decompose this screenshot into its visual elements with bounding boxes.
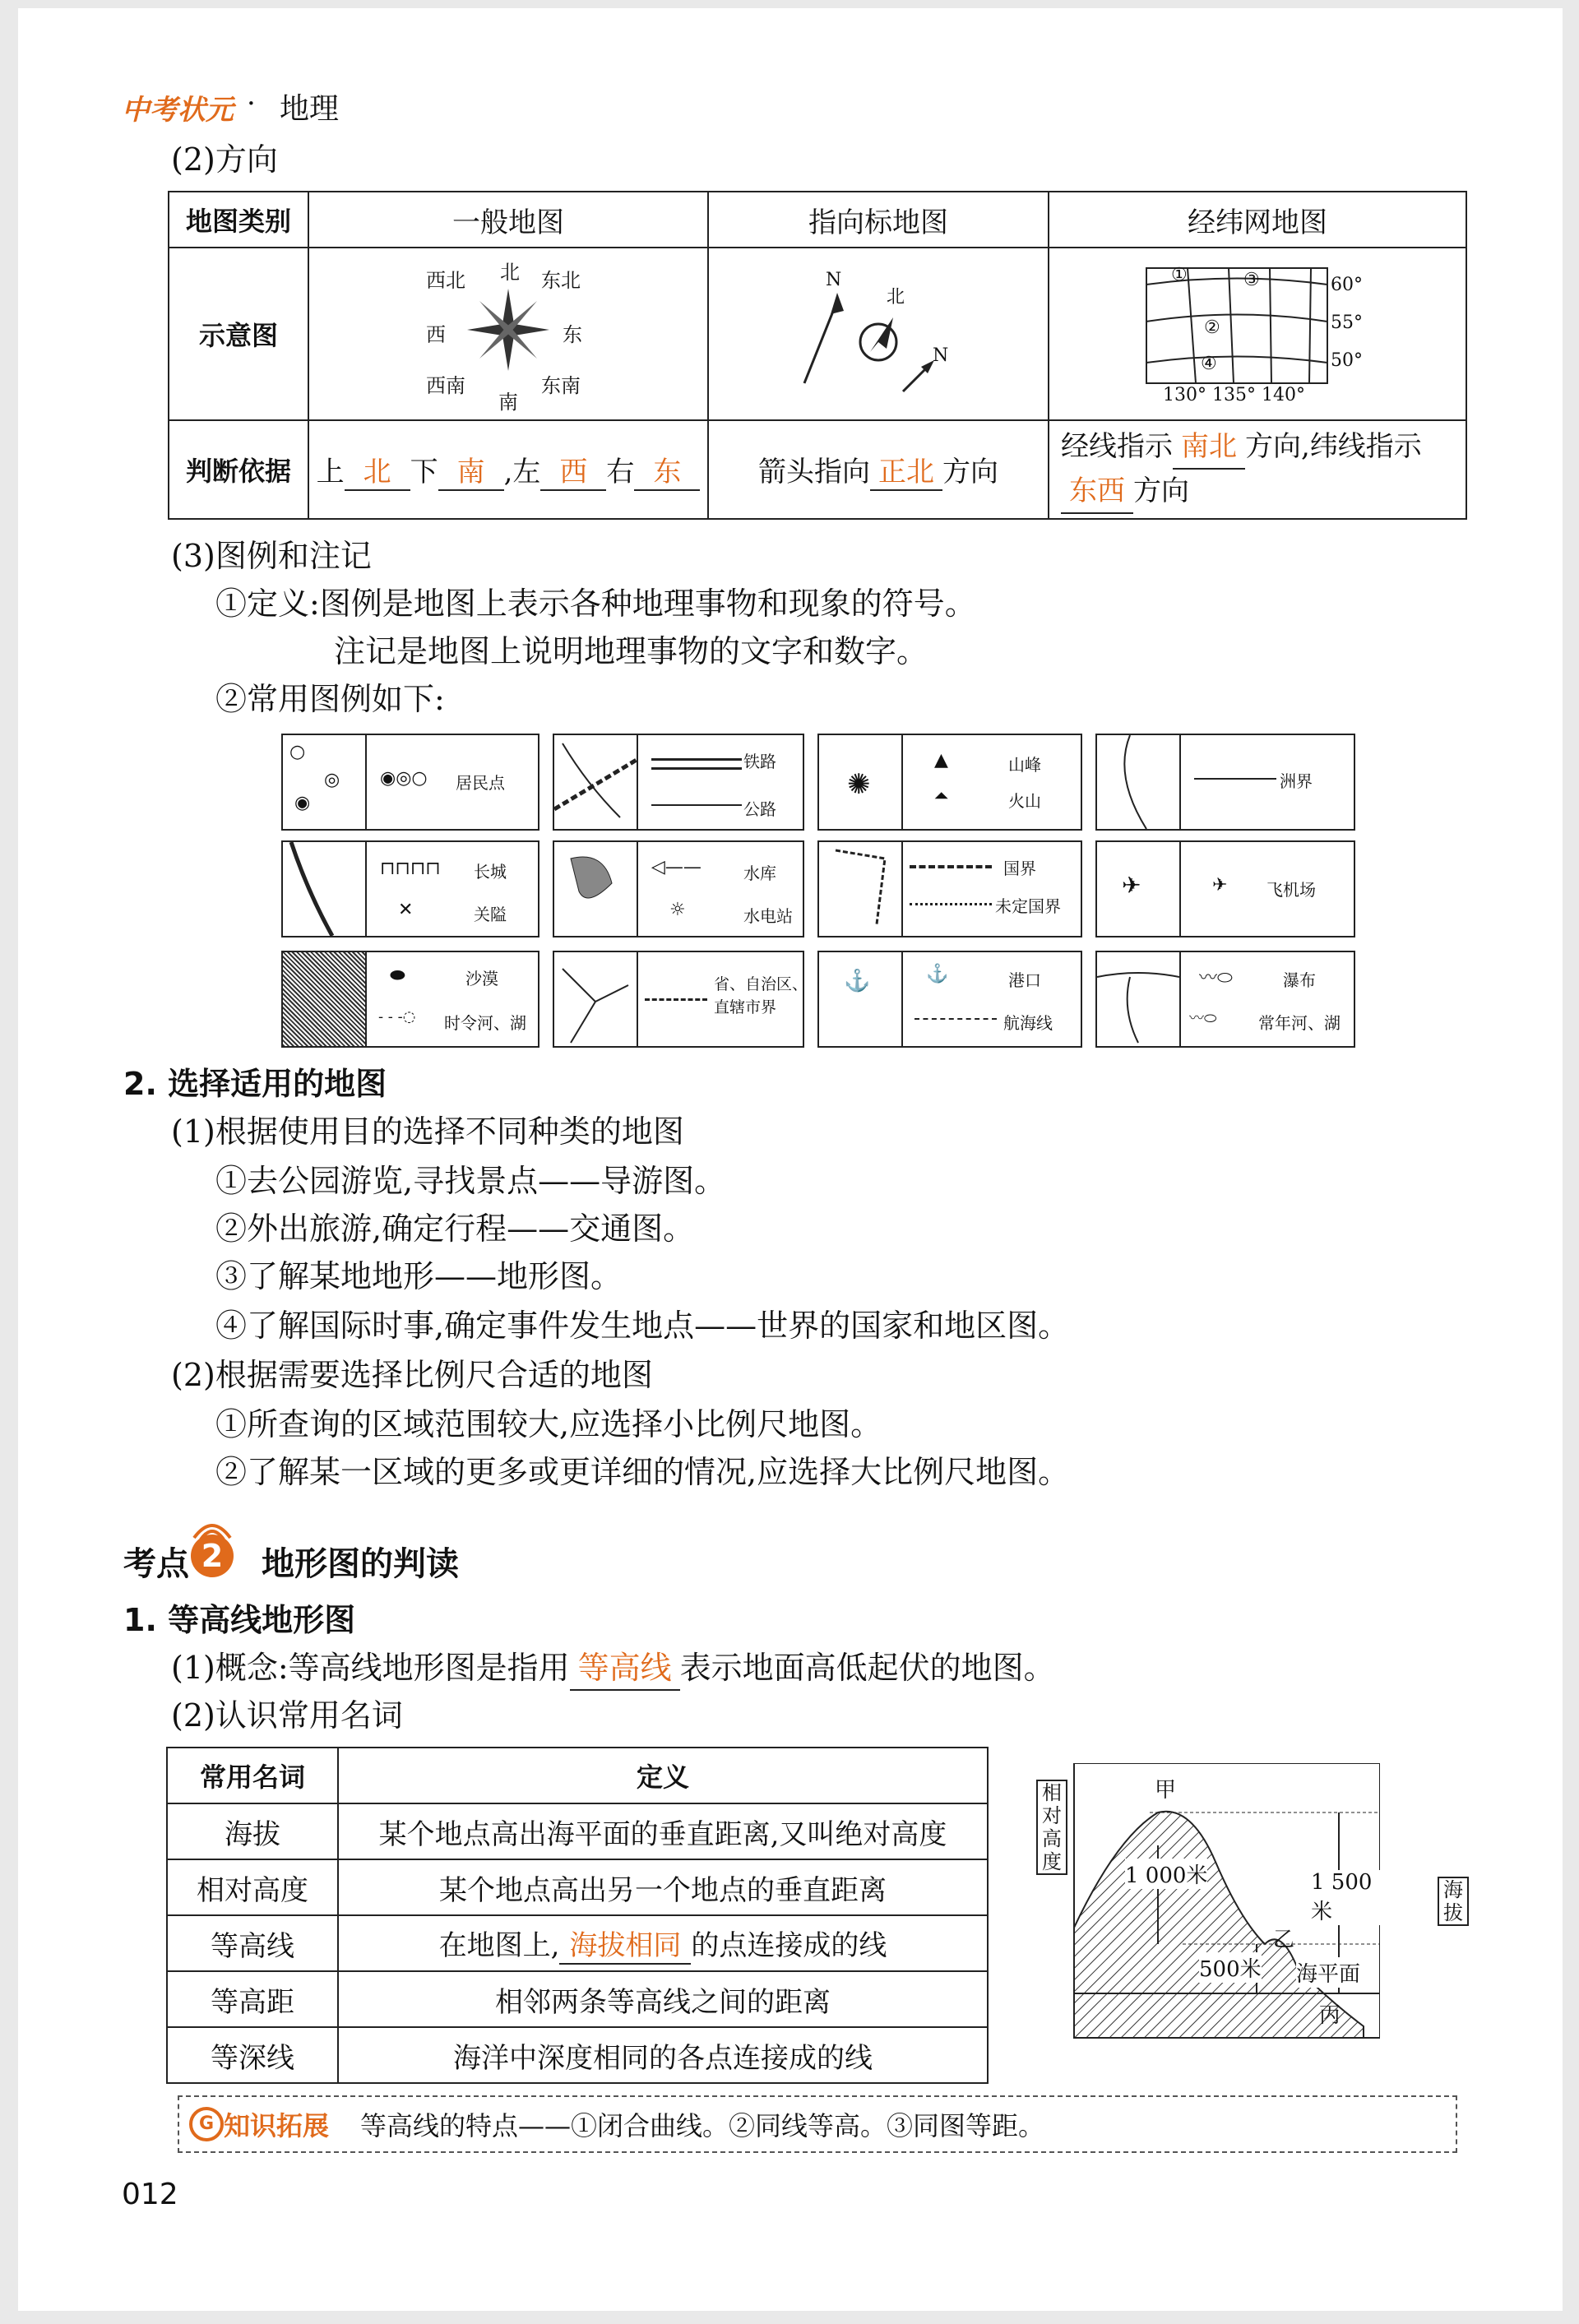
legend-desert: ⬬ - - -◌ 沙漠 时令河、湖 [281, 951, 539, 1048]
grid-p3: ③ [1243, 270, 1260, 290]
province-border-icon [645, 998, 707, 1001]
list-item: ①去公园游览,寻找景点——导游图。 [215, 1163, 726, 1199]
table-header: 常用名词 [167, 1748, 338, 1803]
peak-icon: ▲ [934, 750, 948, 771]
section-heading: (2)方向 [171, 141, 278, 178]
choose-sub1: (1)根据使用目的选择不同种类的地图 [171, 1113, 684, 1150]
list-item: ④了解国际时事,确定事件发生地点——世界的国家和地区图。 [215, 1308, 1070, 1344]
height-500: 500米 [1199, 1952, 1262, 1983]
grid-p2: ② [1204, 317, 1220, 338]
hydropower-icon: ☼ [669, 900, 686, 920]
legend-heading: (3)图例和注记 [171, 538, 372, 574]
row-label: 判断依据 [169, 420, 308, 519]
legend-def1: ①定义:图例是地图上表示各种地理事物和现象的符号。 [215, 586, 976, 622]
choose-title: 2. 选择适用的地图 [123, 1066, 387, 1102]
header-separator: · [247, 87, 256, 120]
choose-sub2: (2)根据需要选择比例尺合适的地图 [171, 1357, 653, 1393]
height-1000: 1 000米 [1125, 1859, 1207, 1889]
railway-icon [651, 758, 742, 770]
terrain-sub1: 1. 等高线地形图 [123, 1602, 356, 1638]
compass-n: 北 [500, 261, 520, 284]
list-item: ②了解某一区域的更多或更详细的情况,应选择大比例尺地图。 [215, 1454, 1070, 1490]
list-item: ①所查询的区域范围较大,应选择小比例尺地图。 [215, 1406, 882, 1442]
header-subject: 地理 [280, 92, 340, 126]
table-header: 定义 [338, 1748, 988, 1803]
national-border-icon [910, 865, 992, 868]
desert-icon: ⬬ [390, 965, 405, 986]
continent-border-icon [1194, 778, 1276, 780]
table-row: 相对高度 某个地点高出另一个地点的垂直距离 [167, 1859, 988, 1915]
list-item: ③了解某地地形——地形图。 [215, 1258, 623, 1294]
airport-icon: ✈ [1212, 875, 1228, 896]
grid-lat3: 50° [1331, 350, 1363, 371]
pass-icon: ✕ [398, 900, 414, 920]
direction-table [168, 191, 1467, 520]
legend-waterfall: 〰⬭ 〰⬭ 瀑布 常年河、湖 [1095, 951, 1355, 1048]
legend-border: 国界 未定国界 [817, 840, 1082, 937]
table-header: 地图类别 [169, 192, 308, 248]
pointer-n2: N [933, 345, 949, 366]
waterfall-icon: 〰⬭ [1199, 968, 1233, 988]
page-number: 012 [122, 2178, 178, 2211]
pointer-cell [708, 248, 1049, 420]
compass-sw: 西南 [426, 374, 465, 397]
legend-airport: ✈ ✈ 飞机场 [1095, 840, 1355, 937]
kaodian-title: 地形图的判读 [262, 1545, 459, 1583]
legend-reservoir: ◁—— ☼ 水库 水电站 [553, 840, 804, 937]
table-row: 等深线 海洋中深度相同的各点连接成的线 [167, 2027, 988, 2083]
compass-nw: 西北 [426, 269, 465, 292]
north-arrow-icon [788, 260, 969, 408]
terms-table [166, 1747, 989, 2084]
altitude-label: 海拔 [1438, 1877, 1469, 1926]
reservoir-icon: ◁—— [651, 857, 702, 877]
compass-w: 西 [426, 323, 446, 346]
legend-continent: 洲界 [1095, 734, 1355, 831]
list-item: ②外出旅游,确定行程——交通图。 [215, 1211, 695, 1247]
pointer-bei: 北 [887, 287, 905, 308]
settlement-icon: ◉◎○ [380, 768, 428, 789]
shipping-route-icon [915, 1018, 997, 1020]
compass-ne: 东北 [541, 269, 581, 292]
table-header: 一般地图 [308, 192, 708, 248]
pointer-n1: N [826, 270, 842, 290]
table-row: 等高距 相邻两条等高线之间的距离 [167, 1971, 988, 2027]
volcano-icon: ⏶ [934, 786, 949, 807]
compass-cell [308, 248, 708, 420]
pointer-basis: 箭头指向 正北 方向 [708, 420, 1049, 519]
legend-rail-road: 铁路 公路 [553, 734, 804, 831]
extension-icon: G [189, 2107, 224, 2141]
point-bing: 丙 [1319, 2003, 1341, 2028]
port-icon: ⚓ [926, 964, 949, 984]
grid-basis: 经线指示 南北 方向,纬线指示 东西 方向 [1049, 420, 1466, 519]
table-header: 指向标地图 [708, 192, 1049, 248]
legend-def2: 注记是地图上说明地理事物的文字和数字。 [334, 633, 928, 669]
point-yi: 乙 [1273, 1928, 1295, 1952]
table-header: 经纬网地图 [1049, 192, 1466, 248]
compass-s: 南 [498, 391, 518, 414]
kaodian-label: 考点 [123, 1545, 189, 1583]
relative-height-label: 相对高度 [1036, 1780, 1067, 1875]
legend-peak-volcano: ✺ ▲ ⏶ 山峰 火山 [817, 734, 1082, 831]
point-jia: 甲 [1155, 1778, 1177, 1803]
row-label: 示意图 [169, 248, 308, 420]
legend-port: ⚓ ⚓ 港口 航海线 [817, 951, 1082, 1048]
concept-line: (1)概念:等高线地形图是指用 等高线 表示地面高低起伏的地图。 [171, 1646, 1055, 1691]
road-icon [651, 804, 742, 806]
height-1500: 1 500米 [1311, 1870, 1380, 1925]
seasonal-river-icon: - - -◌ [378, 1008, 416, 1025]
legend-province: 省、自治区、 直辖市界 [553, 951, 804, 1048]
kaodian-number: 2 [191, 1535, 234, 1577]
altitude-diagram [1035, 1763, 1380, 2043]
brand-logo: 中考状元 [122, 94, 234, 127]
extension-label: 知识拓展 [224, 2110, 330, 2141]
undetermined-border-icon [910, 903, 992, 905]
sea-level-label: 海平面 [1296, 1957, 1360, 1988]
grid-lon: 130° 135° 140° [1163, 385, 1305, 405]
grid-p1: ① [1171, 265, 1188, 285]
extension-text: 等高线的特点——①闭合曲线。②同线等高。③同图等距。 [360, 2110, 1045, 2141]
perennial-river-icon: 〰⬭ [1189, 1010, 1217, 1027]
compass-rose-icon [467, 289, 549, 371]
table-row: 海拔 某个地点高出海平面的垂直距离,又叫绝对高度 [167, 1803, 988, 1859]
greatwall-icon: ⊓⊓⊓⊓ [380, 859, 441, 879]
compass-e: 东 [563, 323, 582, 346]
table-row: 等高线 在地图上, 海拔相同 的点连接成的线 [167, 1915, 988, 1971]
legend-common: ②常用图例如下: [215, 681, 445, 717]
legend-greatwall: ⊓⊓⊓⊓ ✕ 长城 关隘 [281, 840, 539, 937]
general-basis: 上 北 下 南 ,左 西 右 东 [308, 420, 708, 519]
compass-se: 东南 [541, 374, 581, 397]
legend-settlement: ○ ◎ ◉ ◉◎○ 居民点 [281, 734, 539, 831]
grid-cell [1049, 248, 1466, 420]
grid-lat2: 55° [1331, 312, 1363, 333]
rail-map-icon [554, 735, 637, 829]
terrain-sub2: (2)认识常用名词 [171, 1697, 403, 1734]
grid-lat1: 60° [1331, 275, 1363, 295]
grid-p4: ④ [1201, 354, 1217, 374]
